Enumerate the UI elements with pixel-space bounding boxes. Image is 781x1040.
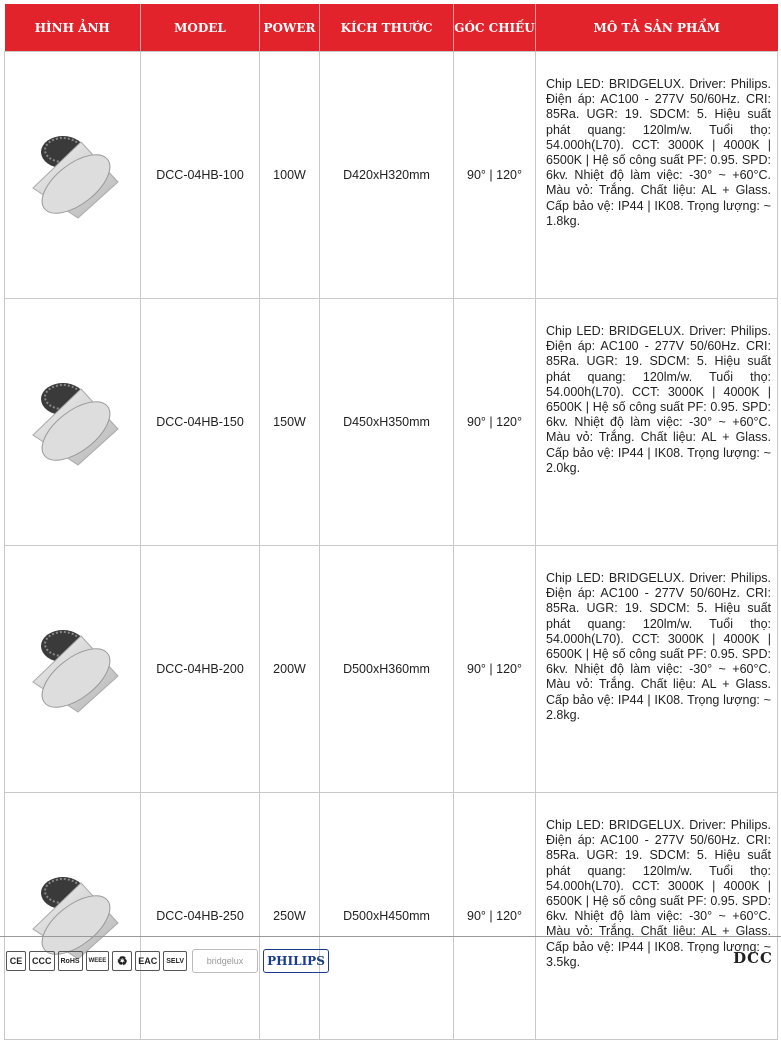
rohs-mark-icon: RoHS (58, 951, 83, 971)
size-cell: D420xH320mm (320, 52, 454, 299)
table-header (5, 4, 778, 52)
certification-logos (6, 949, 329, 973)
size-cell: D500xH360mm (320, 546, 454, 793)
header-size: KÍCH THƯỚC (320, 4, 454, 52)
ccc-mark-icon: CCC (29, 951, 55, 971)
product-image-cell (5, 546, 141, 793)
bridgelux-logo: bridgelux (192, 949, 258, 973)
model-cell: DCC-04HB-150 (141, 299, 260, 546)
dcc-brand-logo: DCC (733, 949, 773, 967)
table-row (5, 546, 778, 793)
header-power: POWER (260, 4, 320, 52)
power-cell: 250W (260, 793, 320, 1040)
eac-mark-icon: EAC (135, 951, 160, 971)
desc-cell: Chip LED: BRIDGELUX. Driver: Philips. Điện áp: AC100 - 277V 50/60Hz. CRI: 85Ra. UGR: 19. SDCM: 5. Hiệu suất phát quang: 120lm/w. Tuổi thọ: 54.000h(L70). CCT: 3000K | 4000K | 6500K | Hệ số công suất PF: 0.95. SPD: 6kv. Nhiệt độ làm việc: -30° ~ +60°C. Màu vỏ: Trắng. Chất liệu: AL + Glass. Cấp bảo vệ: IP44 | IK08. Trọng lượng: ~ 2.8kg. (536, 546, 778, 793)
product-image-cell (5, 299, 141, 546)
table-row (5, 299, 778, 546)
weee-bin-icon: WEEE (86, 951, 110, 971)
power-cell: 100W (260, 52, 320, 299)
product-image-cell (5, 793, 141, 1040)
highbay-lamp-icon (23, 377, 123, 467)
desc-cell: Chip LED: BRIDGELUX. Driver: Philips. Điện áp: AC100 - 277V 50/60Hz. CRI: 85Ra. UGR: 19. SDCM: 5. Hiệu suất phát quang: 120lm/w. Tuổi thọ: 54.000h(L70). CCT: 3000K | 4000K | 6500K | Hệ số công suất PF: 0.95. SPD: 6kv. Nhiệt độ làm việc: -30° ~ +60°C. Màu vỏ: Trắng. Chất liệu: AL + Glass. Cấp bảo vệ: IP44 | IK08. Trọng lượng: ~ 1.8kg. (536, 52, 778, 299)
recycle-icon: ♻ (112, 951, 132, 971)
model-cell: DCC-04HB-200 (141, 546, 260, 793)
product-image-cell (5, 52, 141, 299)
model-cell: DCC-04HB-100 (141, 52, 260, 299)
power-cell: 200W (260, 546, 320, 793)
table-row (5, 793, 778, 1040)
angle-cell: 90° | 120° (454, 793, 536, 1040)
ce-mark-icon: CE (6, 951, 26, 971)
header-angle: GÓC CHIẾU (454, 4, 536, 52)
header-image: HÌNH ẢNH (5, 4, 141, 52)
table-row (5, 52, 778, 299)
footer (0, 936, 781, 978)
angle-cell: 90° | 120° (454, 52, 536, 299)
angle-cell: 90° | 120° (454, 546, 536, 793)
desc-cell: Chip LED: BRIDGELUX. Driver: Philips. Điện áp: AC100 - 277V 50/60Hz. CRI: 85Ra. UGR: 19. SDCM: 5. Hiệu suất phát quang: 120lm/w. Tuổi thọ: 54.000h(L70). CCT: 3000K | 4000K | 6500K | Hệ số công suất PF: 0.95. SPD: 6kv. Nhiệt độ làm việc: -30° ~ +60°C. Màu vỏ: Trắng. Chất liệu: AL + Glass. Cấp bảo vệ: IP44 | IK08. Trọng lượng: ~ 3.5kg. (536, 793, 778, 1040)
size-cell: D500xH450mm (320, 793, 454, 1040)
highbay-lamp-icon (23, 624, 123, 714)
selv-mark-icon: SELV (163, 951, 187, 971)
desc-cell: Chip LED: BRIDGELUX. Driver: Philips. Điện áp: AC100 - 277V 50/60Hz. CRI: 85Ra. UGR: 19. SDCM: 5. Hiệu suất phát quang: 120lm/w. Tuổi thọ: 54.000h(L70). CCT: 3000K | 4000K | 6500K | Hệ số công suất PF: 0.95. SPD: 6kv. Nhiệt độ làm việc: -30° ~ +60°C. Màu vỏ: Trắng. Chất liệu: AL + Glass. Cấp bảo vệ: IP44 | IK08. Trọng lượng: ~ 2.0kg. (536, 299, 778, 546)
philips-logo: PHILIPS (263, 949, 329, 973)
header-model: MODEL (141, 4, 260, 52)
power-cell: 150W (260, 299, 320, 546)
size-cell: D450xH350mm (320, 299, 454, 546)
header-desc: MÔ TẢ SẢN PHẨM (536, 4, 778, 52)
angle-cell: 90° | 120° (454, 299, 536, 546)
product-table (4, 4, 778, 1040)
highbay-lamp-icon (23, 130, 123, 220)
model-cell: DCC-04HB-250 (141, 793, 260, 1040)
